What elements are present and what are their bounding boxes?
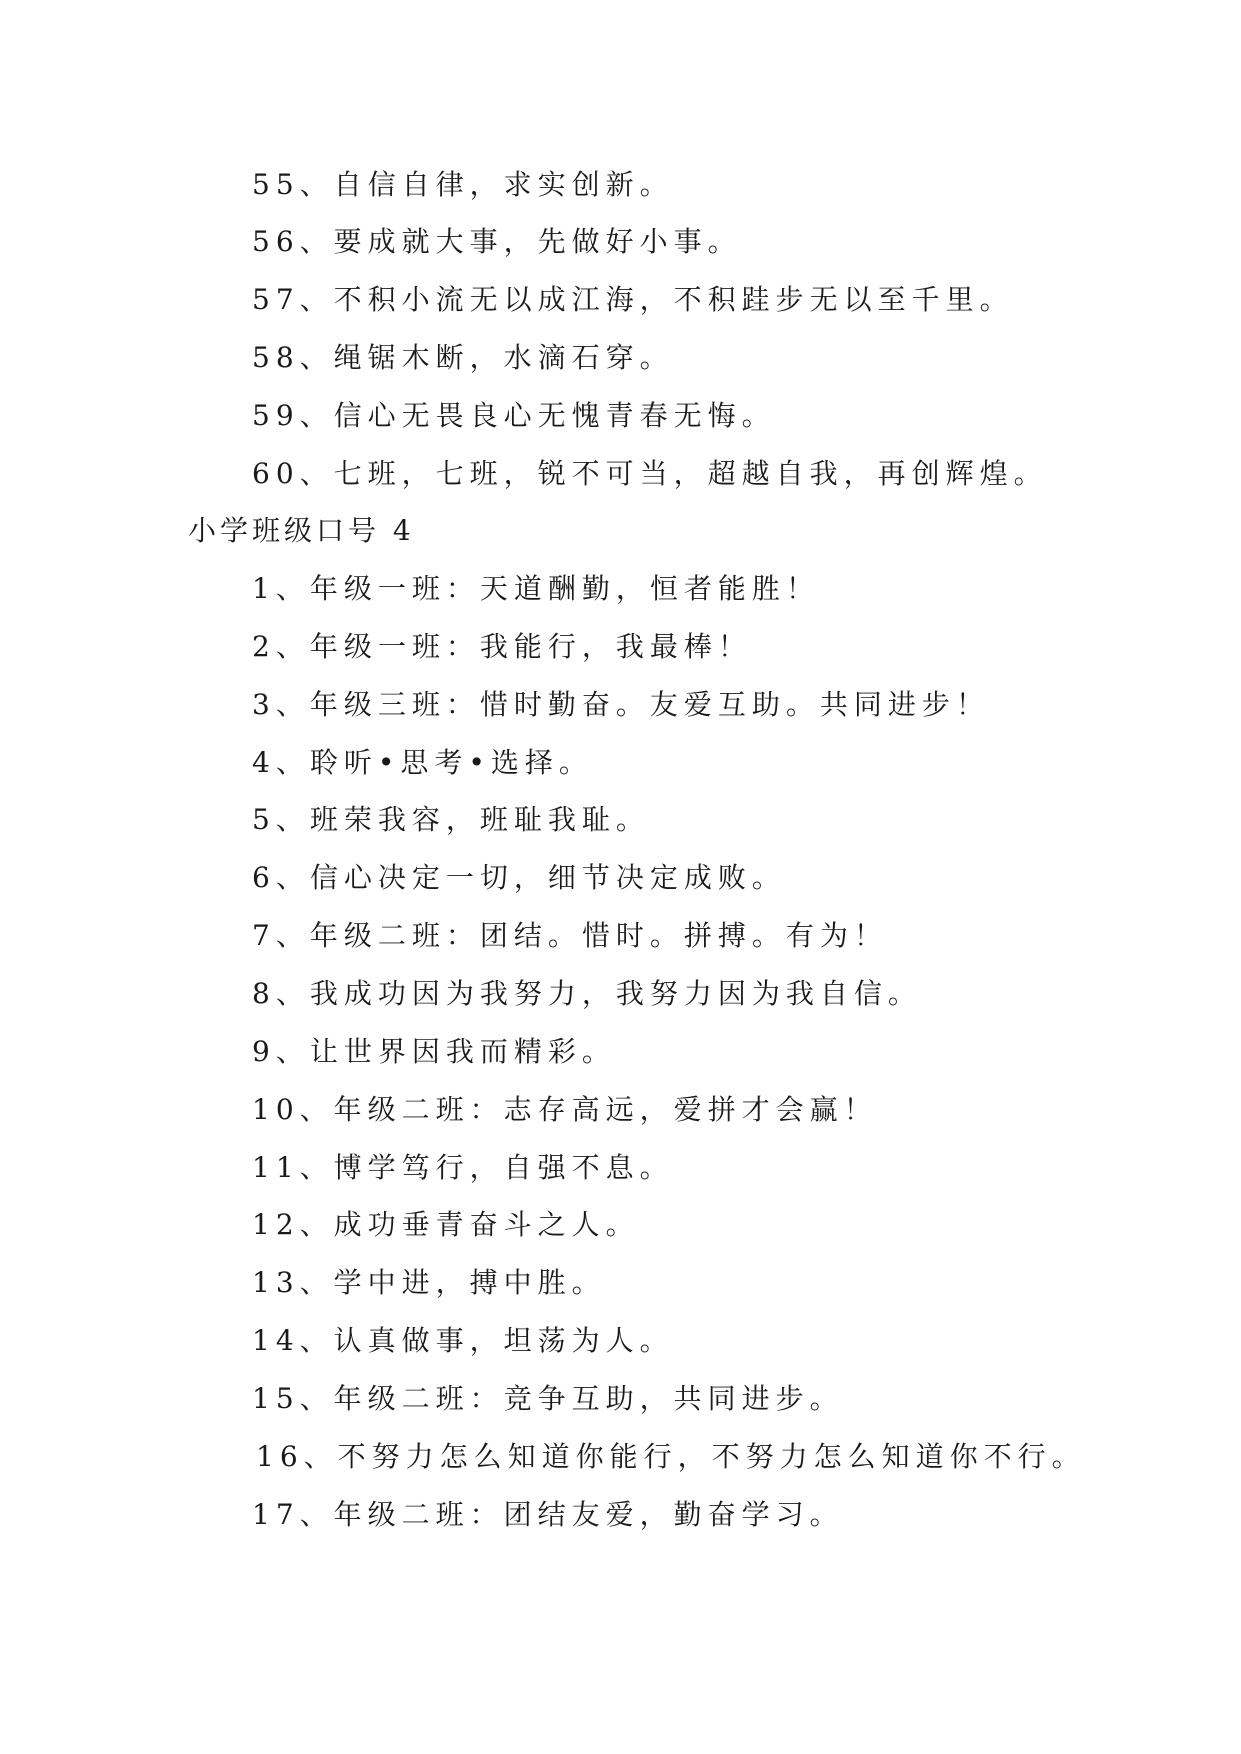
slogan-line: 11、博学笃行，自强不息。 [252, 1151, 674, 1184]
slogan-line: 10、年级二班：志存高远，爱拼才会赢！ [252, 1093, 878, 1126]
slogan-line: 56、要成就大事，先做好小事。 [252, 225, 742, 258]
slogan-line: 7、年级二班：团结。惜时。拼搏。有为！ [252, 919, 888, 952]
slogan-line: 8、我成功因为我努力，我努力因为我自信。 [252, 977, 922, 1010]
slogan-line: 9、让世界因我而精彩。 [252, 1035, 616, 1068]
slogan-line: 57、不积小流无以成江海，不积跬步无以至千里。 [252, 283, 1014, 316]
slogan-line: 12、成功垂青奋斗之人。 [252, 1208, 640, 1241]
slogan-line: 14、认真做事，坦荡为人。 [252, 1324, 674, 1357]
slogan-line: 60、七班，七班，锐不可当，超越自我，再创辉煌。 [252, 457, 1048, 490]
slogan-line: 16、不努力怎么知道你能行，不努力怎么知道你不行。 [256, 1440, 1086, 1473]
slogan-line: 1、年级一班：天道酬勤，恒者能胜！ [252, 572, 820, 605]
slogan-line: 15、年级二班：竞争互助，共同进步。 [252, 1382, 844, 1415]
section-heading: 小学班级口号 4 [188, 514, 415, 547]
slogan-line: 58、绳锯木断，水滴石穿。 [252, 341, 674, 374]
slogan-line: 5、班荣我容，班耻我耻。 [252, 803, 650, 836]
slogan-line: 55、自信自律，求实创新。 [252, 168, 674, 201]
slogan-line: 3、年级三班：惜时勤奋。友爱互助。共同进步！ [252, 688, 990, 721]
slogan-line: 13、学中进，搏中胜。 [252, 1266, 606, 1299]
slogan-line: 4、聆听•思考•选择。 [252, 746, 593, 779]
slogan-line: 59、信心无畏良心无愧青春无悔。 [252, 399, 776, 432]
slogan-line: 17、年级二班：团结友爱，勤奋学习。 [252, 1498, 844, 1531]
slogan-line: 2、年级一班：我能行，我最棒！ [252, 630, 752, 663]
slogan-line: 6、信心决定一切，细节决定成败。 [252, 861, 786, 894]
